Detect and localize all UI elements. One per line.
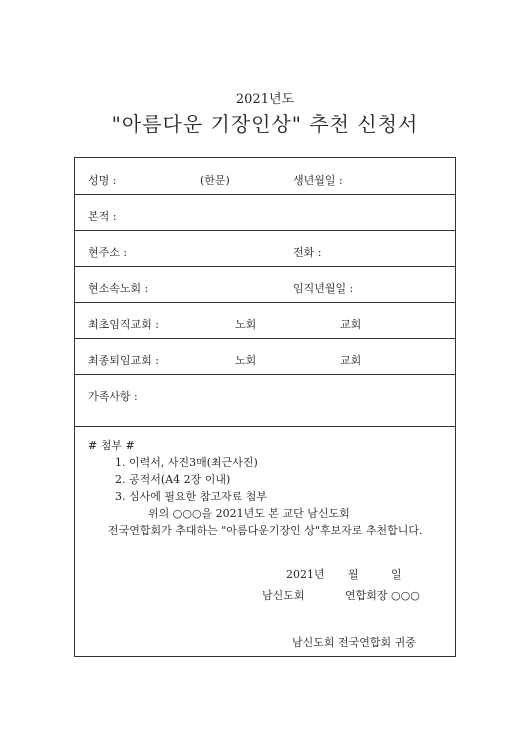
final-church-word: 교회 bbox=[340, 354, 362, 367]
current-presbytery-label: 현소속노회 : bbox=[88, 282, 149, 295]
recipient-line: 남신도회 전국연합회 귀중 bbox=[292, 636, 416, 649]
attachment-section bbox=[75, 426, 455, 656]
form-year: 2021년도 bbox=[235, 92, 295, 107]
first-church-row bbox=[75, 302, 455, 339]
family-label: 가족사항 : bbox=[88, 390, 138, 403]
attachment-item: 1. 이력서, 사진3매(최근사진) bbox=[115, 456, 258, 469]
family-row bbox=[75, 374, 455, 427]
phone-label: 전화 : bbox=[293, 246, 322, 259]
origin-label: 본적 : bbox=[88, 210, 117, 223]
ordination-date-label: 임직년월일 : bbox=[293, 282, 354, 295]
name-row bbox=[75, 158, 455, 195]
form-title: "아름다운 기장인상" 추천 신청서 bbox=[111, 112, 419, 136]
recommendation-line-1: 위의 ○○○을 2021년도 본 교단 남신도회 bbox=[148, 507, 350, 520]
date-year: 2021년 bbox=[286, 568, 325, 581]
first-church-label: 최초임직교회 : bbox=[88, 318, 159, 331]
organization-name: 남신도회 bbox=[262, 589, 305, 602]
date-month: 월 bbox=[348, 568, 359, 581]
attachment-item: 3. 심사에 필요한 참고자료 첨부 bbox=[115, 490, 267, 503]
presbytery-row bbox=[75, 266, 455, 303]
final-church-label: 최종퇴임교회 : bbox=[88, 354, 159, 367]
birthdate-label: 생년월일 : bbox=[293, 174, 343, 187]
application-form bbox=[74, 157, 456, 657]
chairperson-signature: 연합회장 ○○○ bbox=[345, 589, 420, 602]
final-church-row bbox=[75, 338, 455, 375]
origin-row bbox=[75, 194, 455, 231]
address-label: 현주소 : bbox=[88, 246, 128, 259]
hanja-label: (한문) bbox=[200, 174, 230, 187]
address-row bbox=[75, 230, 455, 267]
recommendation-line-2: 전국연합회가 추대하는 "아름다운기장인 상"후보자로 추천합니다. bbox=[108, 524, 423, 537]
first-presbytery-word: 노회 bbox=[235, 318, 257, 331]
name-label: 성명 : bbox=[88, 174, 117, 187]
attachment-heading: # 첨부 # bbox=[88, 439, 135, 452]
date-day: 일 bbox=[391, 568, 402, 581]
first-church-word: 교회 bbox=[340, 318, 362, 331]
attachment-item: 2. 공적서(A4 2장 이내) bbox=[115, 473, 231, 486]
final-presbytery-word: 노회 bbox=[235, 354, 257, 367]
